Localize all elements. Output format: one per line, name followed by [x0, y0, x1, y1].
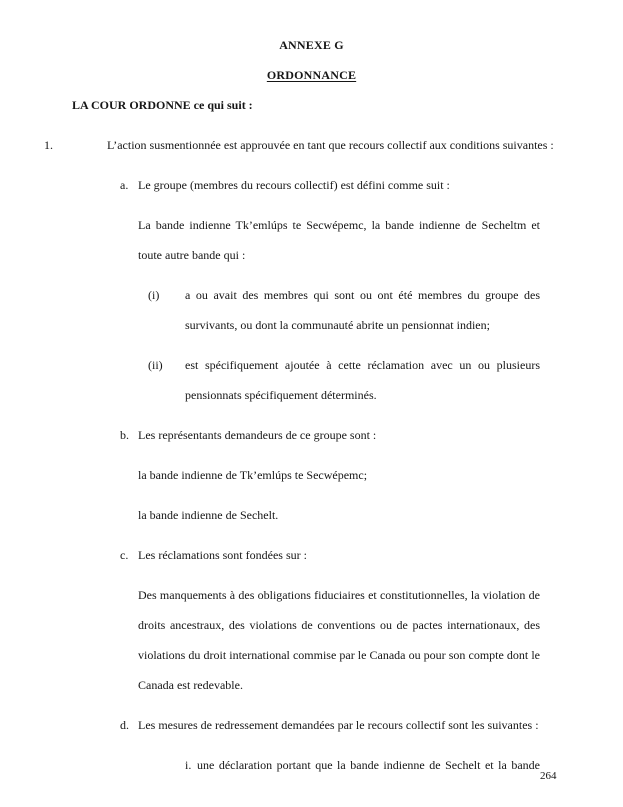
list-item-d-text: Les mesures de redressement demandées par le recours collectif sont les suivantes : [138, 718, 539, 732]
list-item-1-text: L’action susmentionnée est approuvée en tant que recours collectif aux conditions suivantes : [107, 138, 554, 152]
representative-plaintiff-1: la bande indienne de Tk’emlúps te Secwépemc; [138, 468, 368, 482]
claims-basis-paragraph: Des manquements à des obligations fiduciaires et constitutionnelles, la violation de droits ancestraux, des violations de conventions ou de pactes internationaux, des violations du droit international commise par le Canada ou pour son compte dont le Canada est redevable. [138, 588, 540, 692]
list-item-a-text: Le groupe (membres du recours collectif) est défini comme suit : [138, 178, 450, 192]
list-item-d-letter: d. [120, 718, 129, 732]
list-item-c-letter: c. [120, 548, 129, 562]
list-item-a-ii [148, 350, 540, 410]
list-item-a-letter: a. [120, 178, 129, 192]
order-title [0, 60, 623, 90]
list-item-a [120, 170, 540, 200]
representative-plaintiff-2: la bande indienne de Sechelt. [138, 508, 279, 522]
list-item-a-i [148, 280, 540, 340]
list-item-c [120, 540, 540, 570]
list-item-a-ii-numeral: (ii) [148, 358, 163, 372]
page-number: 264 [540, 770, 557, 782]
list-item-1-number: 1. [44, 138, 53, 152]
list-item-a-ii-text: est spécifiquement ajoutée à cette réclamation avec un ou plusieurs pensionnats spécifiquement déterminés. [185, 358, 540, 402]
list-item-d-i-numeral: i. [185, 758, 192, 772]
list-item-c-text: Les réclamations sont fondées sur : [138, 548, 307, 562]
list-item-d-i-text: une déclaration portant que la bande indienne de Sechelt et la bande [197, 758, 540, 772]
list-item-d-i [185, 750, 540, 780]
annex-title: ANNEXE G [279, 38, 344, 52]
list-item-d [120, 710, 540, 740]
court-orders-heading: LA COUR ORDONNE ce qui suit : [72, 98, 253, 112]
list-item-a-i-text: a ou avait des membres qui sont ou ont été membres du groupe des survivants, ou dont la communauté abrite un pensionnat indien; [185, 288, 540, 332]
group-definition-paragraph: La bande indienne Tk’emlúps te Secwépemc, la bande indienne de Secheltm et toute autre bande qui : [138, 218, 540, 262]
list-item-b-text: Les représentants demandeurs de ce groupe sont : [138, 428, 377, 442]
list-item-b [120, 420, 540, 450]
list-item-a-i-numeral: (i) [148, 288, 160, 302]
list-item-1 [44, 130, 583, 160]
list-item-b-letter: b. [120, 428, 129, 442]
order-title-text: ORDONNANCE [266, 68, 357, 82]
